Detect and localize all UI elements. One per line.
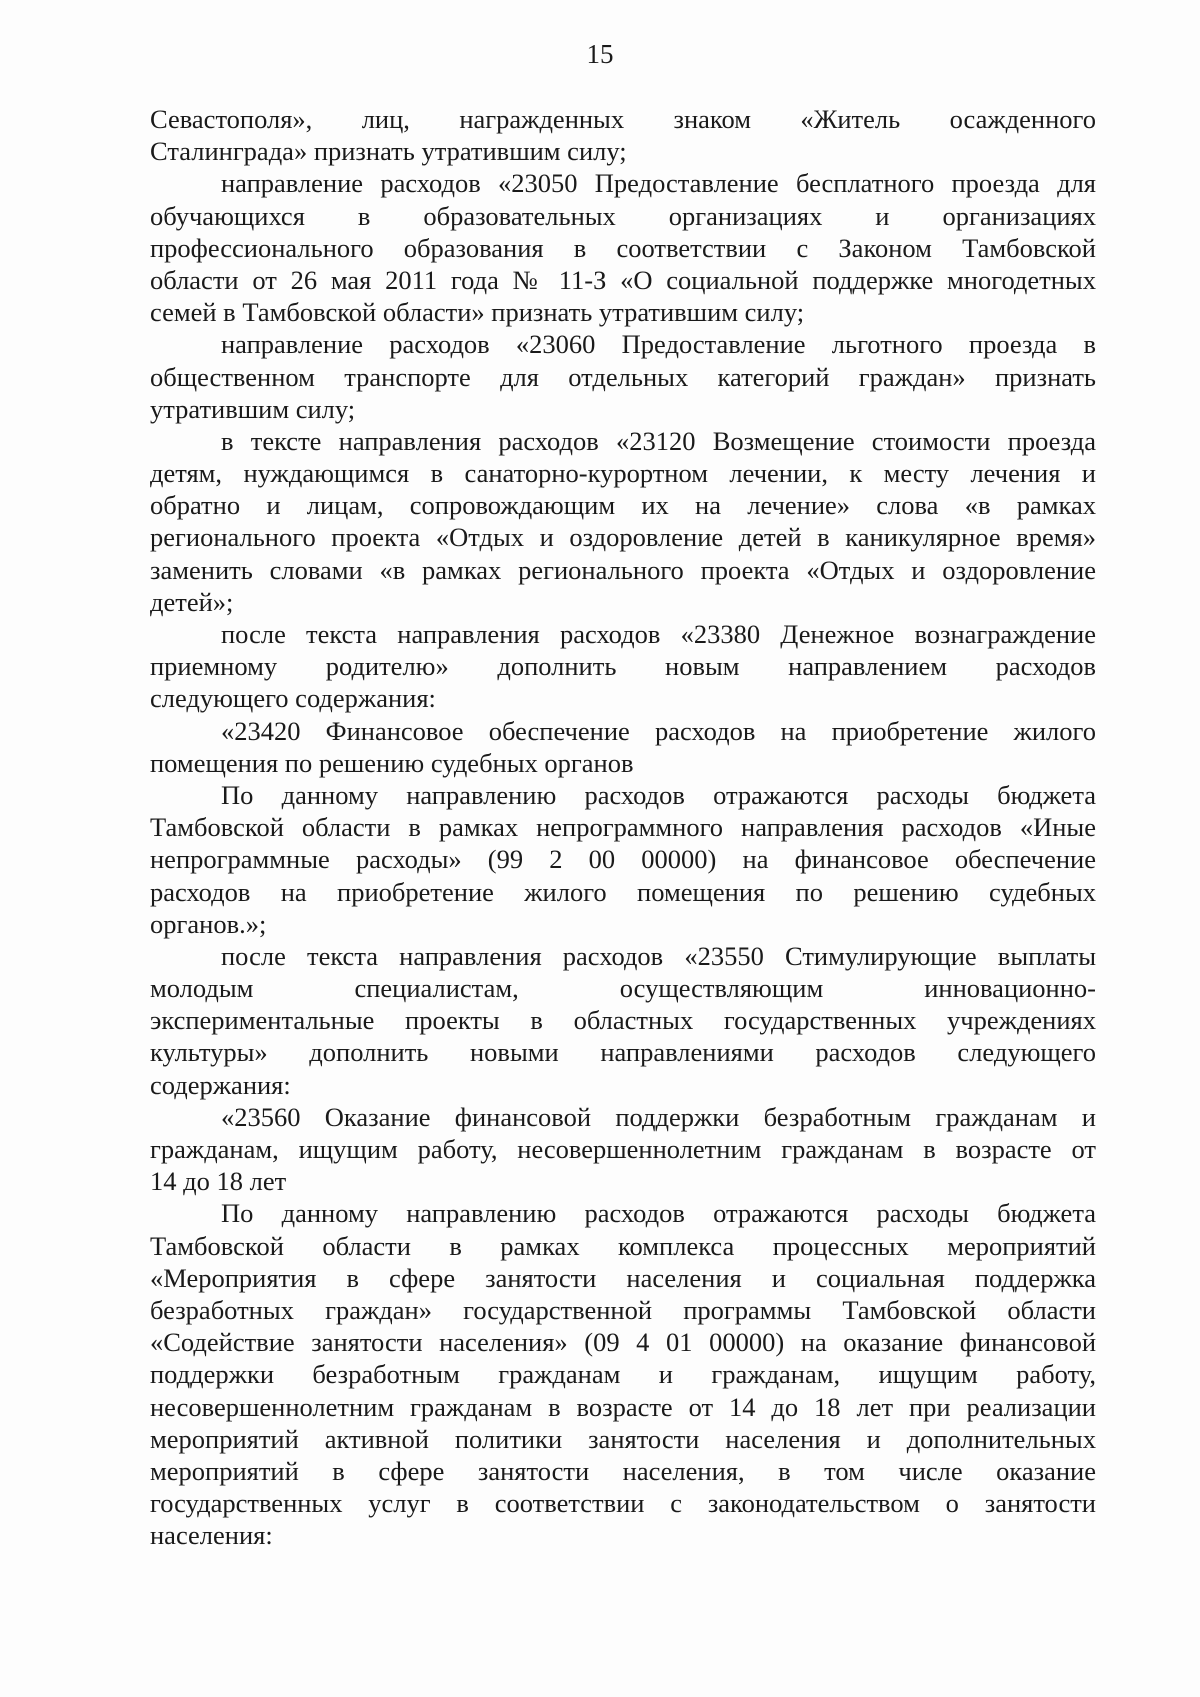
- text-line: поддержки безработным гражданам и гражданам, ищущим работу,: [150, 1359, 1096, 1390]
- text-line: в тексте направления расходов «23120 Возмещение стоимости проезда: [221, 425, 1096, 456]
- text-line: По данному направлению расходов отражаются расходы бюджета: [221, 779, 1096, 810]
- text-line: «23420 Финансовое обеспечение расходов на приобретение жилого: [221, 715, 1096, 746]
- text-line: расходов на приобретение жилого помещения по решению судебных: [150, 876, 1096, 907]
- text-line: утратившим силу;: [150, 393, 356, 424]
- text-line: обучающихся в образовательных организациях и организациях: [150, 200, 1096, 231]
- text-line: экспериментальные проекты в областных государственных учреждениях: [150, 1005, 1096, 1036]
- text-line: органов.»;: [150, 908, 267, 939]
- text-line: 14 до 18 лет: [150, 1166, 287, 1197]
- text-line: мероприятий активной политики занятости населения и дополнительных: [150, 1423, 1096, 1454]
- text-line: содержания:: [150, 1069, 291, 1100]
- text-line: заменить словами «в рамках регионального проекта «Отдых и оздоровление: [150, 554, 1096, 585]
- text-line: детям, нуждающимся в санаторно-курортном лечении, к месту лечения и: [150, 458, 1096, 489]
- text-line: детей»;: [150, 586, 234, 617]
- text-line: По данному направлению расходов отражаются расходы бюджета: [221, 1198, 1096, 1229]
- text-line: следующего содержания:: [150, 683, 436, 714]
- text-line: мероприятий в сфере занятости населения, в том числе оказание: [150, 1455, 1096, 1486]
- text-line: Тамбовской области в рамках непрограммного направления расходов «Иные: [150, 812, 1096, 843]
- text-line: общественном транспорте для отдельных категорий граждан» признать: [150, 361, 1096, 392]
- text-line: «23560 Оказание финансовой поддержки безработным гражданам и: [221, 1101, 1096, 1132]
- text-line: направление расходов «23050 Предоставление бесплатного проезда для: [221, 168, 1096, 199]
- text-line: регионального проекта «Отдых и оздоровление детей в каникулярное время»: [150, 522, 1096, 553]
- text-line: несовершеннолетним гражданам в возрасте от 14 до 18 лет при реализации: [150, 1391, 1096, 1422]
- text-line: Севастополя», лиц, награжденных знаком «Житель осажденного: [150, 104, 1096, 134]
- text-line: населения:: [150, 1520, 273, 1551]
- text-line: помещения по решению судебных органов: [150, 747, 634, 778]
- text-line: «Мероприятия в сфере занятости населения и социальная поддержка: [150, 1262, 1096, 1293]
- text-line: гражданам, ищущим работу, несовершеннолетним гражданам в возрасте от: [150, 1134, 1096, 1164]
- text-line: культуры» дополнить новыми направлениями расходов следующего: [150, 1037, 1096, 1068]
- text-line: непрограммные расходы» (99 2 00 00000) на финансовое обеспечение: [150, 844, 1096, 875]
- text-line: приемному родителю» дополнить новым направлением расходов: [150, 651, 1096, 682]
- text-line: «Содействие занятости населения» (09 4 01 00000) на оказание финансовой: [150, 1327, 1096, 1358]
- text-line: семей в Тамбовской области» признать утратившим силу;: [150, 297, 805, 328]
- text-line: области от 26 мая 2011 года № 11-З «О социальной поддержке многодетных: [150, 264, 1096, 295]
- text-line: государственных услуг в соответствии с законодательством о занятости: [150, 1488, 1096, 1519]
- text-line: профессионального образования в соответствии с Законом Тамбовской: [150, 232, 1096, 263]
- page-number: 15: [586, 39, 614, 69]
- text-line: безработных граждан» государственной программы Тамбовской области: [150, 1294, 1096, 1325]
- text-line: Сталинграда» признать утратившим силу;: [150, 136, 627, 167]
- text-line: обратно и лицам, сопровождающим их на лечение» слова «в рамках: [150, 490, 1096, 521]
- text-line: после текста направления расходов «23380 Денежное вознаграждение: [221, 619, 1096, 649]
- text-line: после текста направления расходов «23550 Стимулирующие выплаты: [221, 940, 1096, 971]
- text-line: Тамбовской области в рамках комплекса процессных мероприятий: [150, 1230, 1096, 1261]
- text-line: молодым специалистам, осуществляющим инновационно-: [150, 973, 1096, 1004]
- document-body: [150, 103, 1096, 1551]
- text-line: направление расходов «23060 Предоставление льготного проезда в: [221, 329, 1096, 360]
